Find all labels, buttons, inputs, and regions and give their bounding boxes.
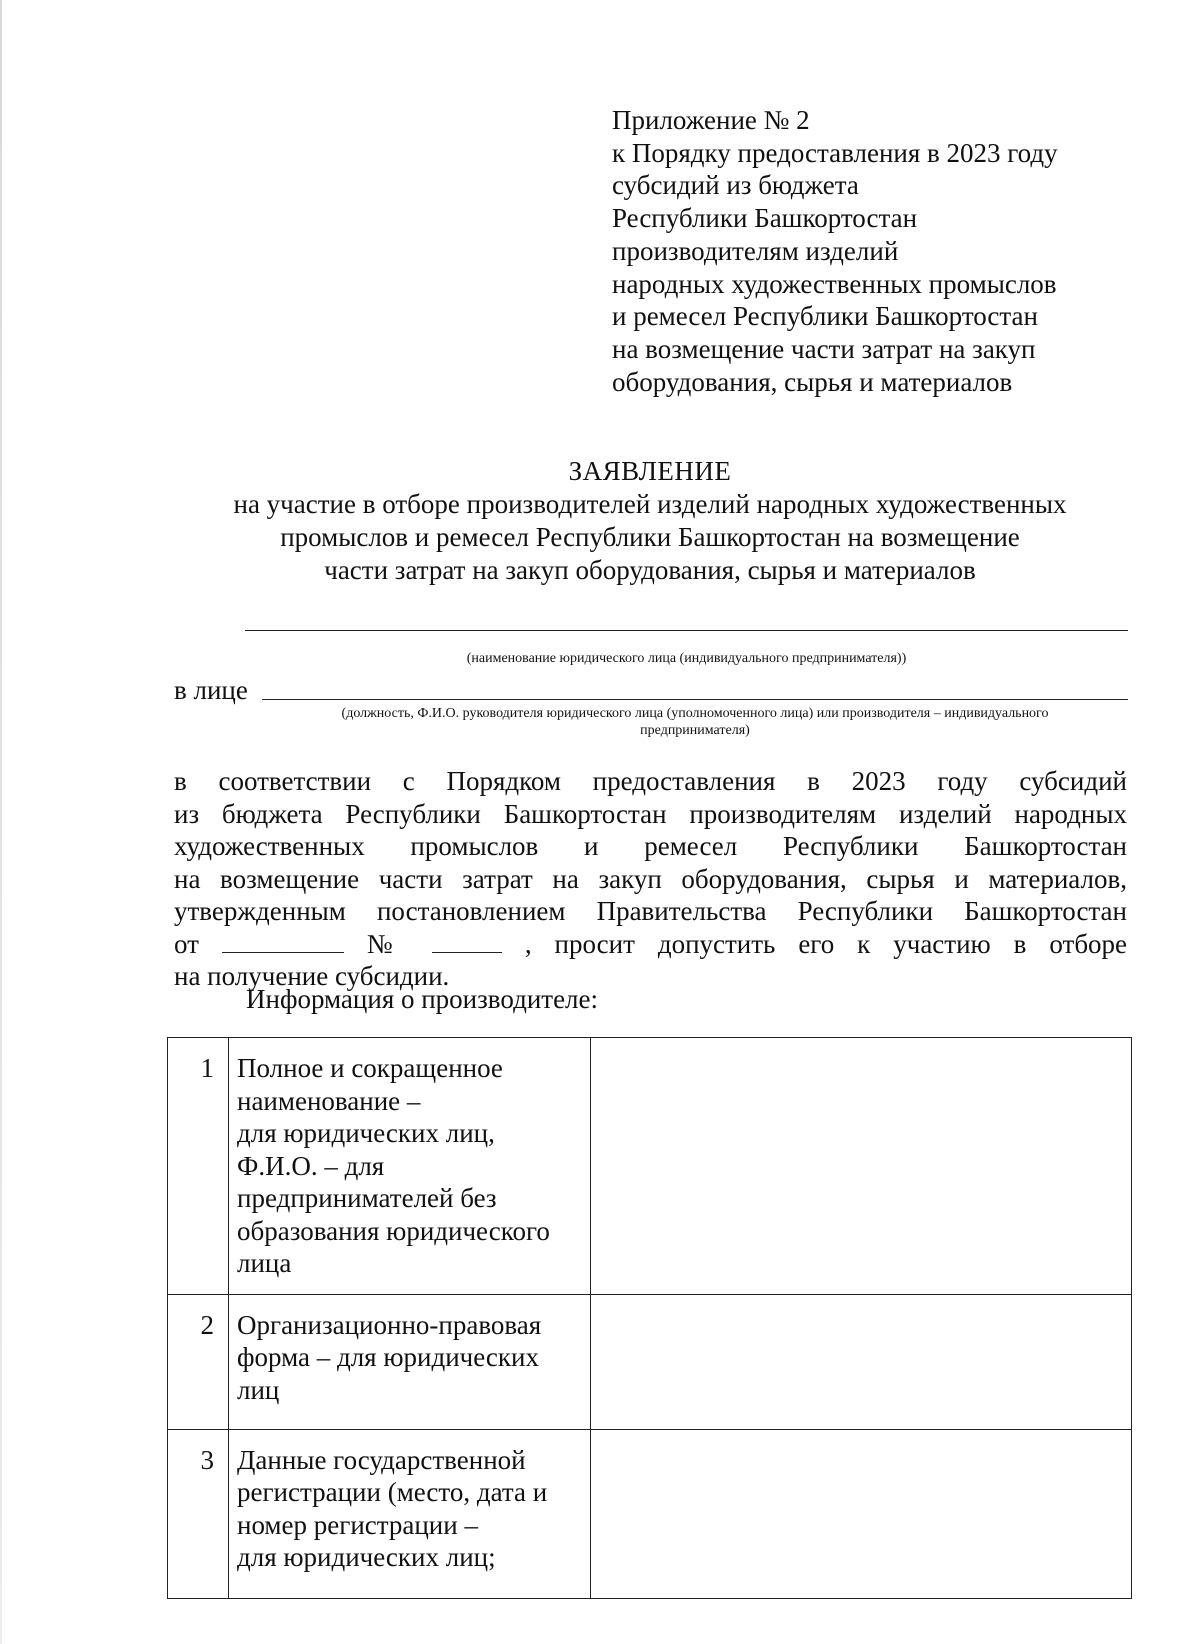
title-line: на участие в отборе производителей изделий народных художественных — [233, 489, 1067, 519]
body-line: из бюджета Республики Башкортостан производителям изделий народных — [174, 798, 1127, 829]
table-row — [168, 1038, 1132, 1295]
row-label-line: лиц — [237, 1374, 280, 1405]
row-number: 3 — [168, 1429, 229, 1598]
row-label-line: регистрации (место, дата и — [237, 1477, 548, 1507]
row-label-line: номер регистрации – — [237, 1509, 478, 1540]
body-line-date-number — [174, 928, 1127, 961]
document-title — [190, 455, 1110, 587]
representative-caption-line: (должность, Ф.И.О. руководителя юридического лица (уполномоченного лица) или производителя – индивидуального — [341, 706, 1049, 721]
body-line: художественных промыслов и ремесел Республики Башкортостан — [174, 831, 1127, 861]
row-label-line: Данные государственной — [237, 1444, 526, 1475]
organization-name-field[interactable] — [245, 630, 1128, 631]
row-label-line: Организационно-правовая — [237, 1309, 542, 1340]
row-label-line: Ф.И.О. – для — [237, 1150, 385, 1181]
appendix-line: оборудования, сырья и материалов — [612, 366, 1013, 397]
row-label-line: лица — [237, 1248, 292, 1278]
number-label: № — [366, 928, 409, 959]
from-label: от — [174, 928, 199, 959]
row-label-line: наименование – — [237, 1085, 421, 1116]
appendix-line: и ремесел Республики Башкортостан — [612, 301, 1038, 332]
representative-field[interactable] — [262, 699, 1128, 700]
row-label-line: Полное и сокращенное — [237, 1053, 503, 1083]
appendix-line: к Порядку предоставления в 2023 году — [612, 137, 1058, 168]
body-line: на получение субсидии. — [174, 961, 450, 991]
table-row — [168, 1429, 1132, 1598]
appendix-line: народных художественных промыслов — [612, 268, 1057, 299]
date-field[interactable] — [222, 930, 344, 953]
number-field[interactable] — [432, 930, 502, 953]
row-label-line: форма – для юридических — [237, 1342, 539, 1372]
title-line: промыслов и ремесел Республики Башкортостан на возмещение — [280, 522, 1020, 552]
row-label-line: для юридических лиц; — [237, 1542, 496, 1572]
organization-name-caption: (наименование юридического лица (индивидуального предпринимателя)) — [466, 651, 907, 666]
title-line: части затрат на закуп оборудования, сырья и материалов — [324, 555, 976, 585]
representative-caption-line: предпринимателя) — [640, 723, 750, 738]
producer-info-table — [167, 1037, 1132, 1599]
row-label — [229, 1038, 591, 1295]
body-line: утвержденным постановлением Правительства Республики Башкортостан — [174, 896, 1127, 926]
row-value-field[interactable] — [591, 1294, 1132, 1429]
in-person-label: в лице — [174, 675, 248, 705]
title-heading: ЗАЯВЛЕНИЕ — [568, 456, 732, 486]
table-row — [168, 1294, 1132, 1429]
scan-edge — [0, 0, 2, 1644]
request-text: , просит допустить его к участию в отборе — [524, 928, 1128, 959]
body-line: на возмещение части затрат на закуп оборудования, сырья и материалов, — [174, 863, 1127, 894]
row-label-line: образования юридического — [237, 1215, 550, 1246]
row-value-field[interactable] — [591, 1429, 1132, 1598]
row-label-line: предпринимателей без — [237, 1183, 497, 1213]
row-value-field[interactable] — [591, 1038, 1132, 1295]
row-label — [229, 1294, 591, 1429]
row-label-line: для юридических лиц, — [237, 1118, 495, 1148]
row-number: 1 — [168, 1038, 229, 1295]
appendix-line: на возмещение части затрат на закуп — [612, 333, 1036, 364]
appendix-line: Республики Башкортостан — [612, 203, 918, 234]
body-paragraph — [174, 765, 1127, 993]
info-label: Информация о производителе: — [246, 984, 599, 1014]
row-label — [229, 1429, 591, 1598]
row-number: 2 — [168, 1294, 229, 1429]
representative-caption — [262, 705, 1128, 739]
body-line: в соответствии с Порядком предоставления в 2023 году субсидий — [174, 766, 1127, 796]
appendix-header — [612, 104, 1132, 398]
appendix-line: производителям изделий — [612, 235, 899, 266]
appendix-line: субсидий из бюджета — [612, 170, 859, 201]
appendix-line: Приложение № 2 — [612, 105, 810, 135]
